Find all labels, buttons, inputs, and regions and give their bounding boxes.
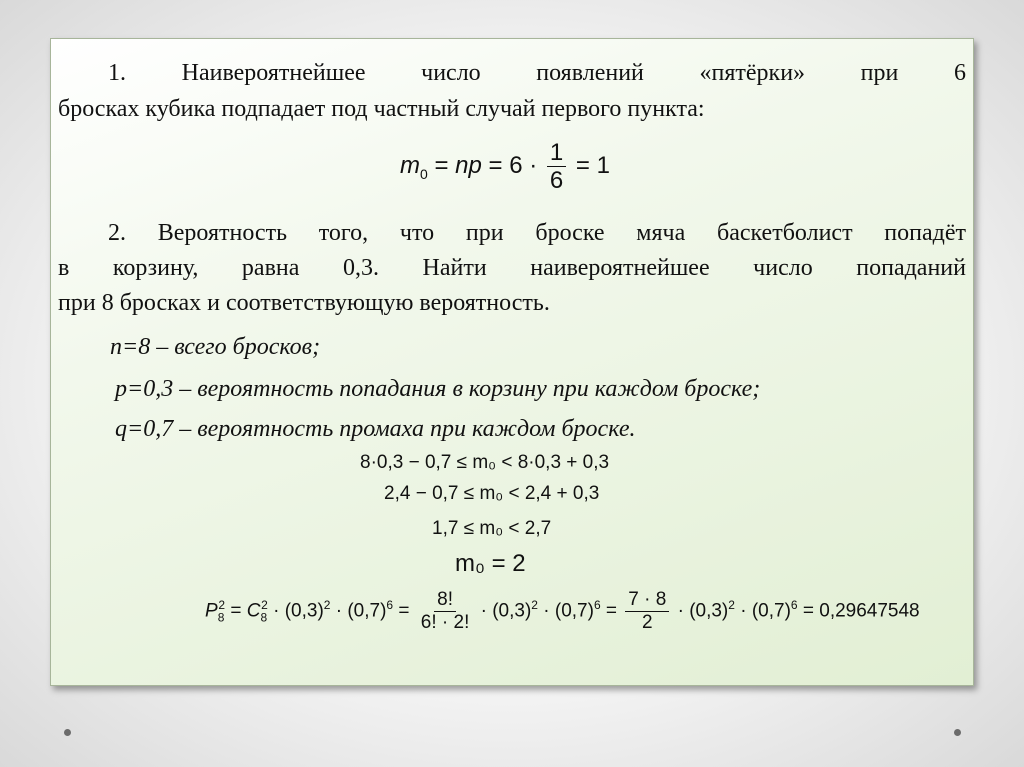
calc-line-2: 2,4 − 0,7 ≤ m₀ < 2,4 + 0,3 xyxy=(384,483,600,504)
calc-line-4: m₀ = 2 xyxy=(455,550,526,577)
task2-line3: при 8 бросках и соответствующую вероятность. xyxy=(58,290,550,316)
task1-line1: 1. Наивероятнейшее число появлений «пятёрки» при 6 xyxy=(108,60,966,86)
given-p: p=0,3 – вероятность попадания в корзину при каждом броске; xyxy=(115,376,761,402)
left-dot-icon xyxy=(64,729,71,736)
calc-line-3: 1,7 ≤ m₀ < 2,7 xyxy=(432,518,552,539)
calc-line-1: 8·0,3 − 0,7 ≤ m₀ < 8·0,3 + 0,3 xyxy=(360,452,610,473)
formula-m0-np: $m_0$ = np = 6 · $\frac{1}{6}$ = 1 xyxy=(400,139,610,195)
given-q: q=0,7 – вероятность промаха при каждом броске. xyxy=(115,416,636,442)
right-dot-icon xyxy=(954,729,961,736)
task1-line2: бросках кубика подпадает под частный случай первого пункта: xyxy=(58,96,705,122)
final-probability-formula: $P_8^2 = C_8^2 \cdot (0,3)^2 \cdot (0,7)^6$ = $\frac{8!}{6! \cdot 2!}$ · $(0,3)^2 \cdot (0,7)^6$ = $\frac{7 \cdot 8}{2}$ · $(0,3)^2 \cdot (0,7)^6 = 0,29647548$ xyxy=(205,589,920,633)
task2-line2: в корзину, равна 0,3. Найти наивероятнейшее число попаданий xyxy=(58,255,966,281)
given-n: n=8 – всего бросков; xyxy=(110,334,321,360)
task2-line1: 2. Вероятность того, что при броске мяча баскетболист попадёт xyxy=(108,220,966,246)
